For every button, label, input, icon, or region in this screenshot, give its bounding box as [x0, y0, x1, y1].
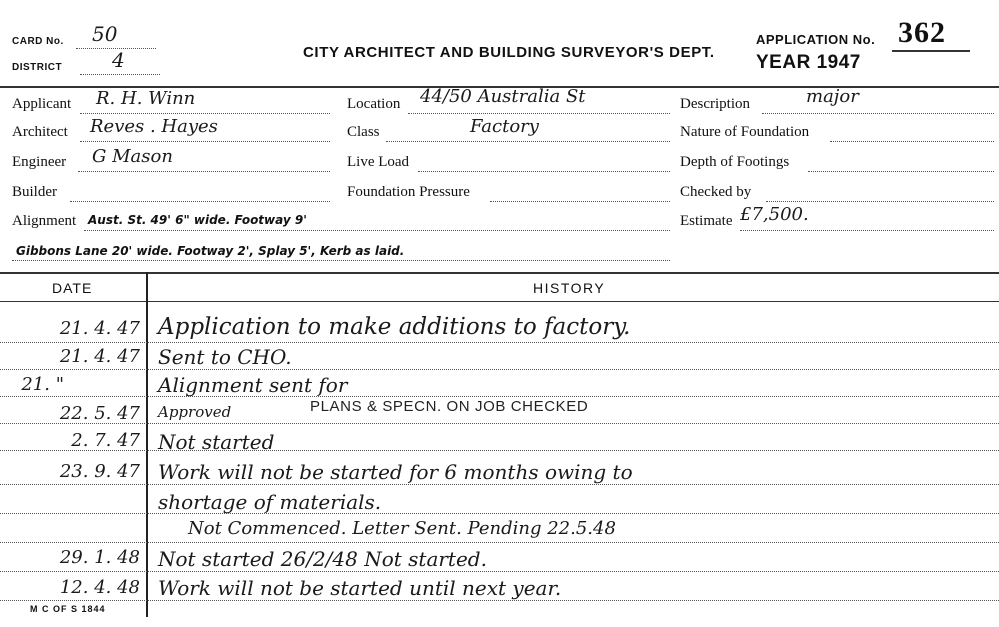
history-entry: Alignment sent for [158, 373, 348, 397]
class-line [386, 141, 670, 142]
application-no-underline [892, 50, 970, 52]
table-top-rule [0, 272, 999, 274]
alignment-line-2: Gibbons Lane 20' wide. Footway 2', Splay 5', Kerb as laid. [16, 244, 405, 258]
architect-label: Architect [12, 124, 68, 140]
nature-of-foundation-label: Nature of Foundation [680, 124, 810, 140]
plans-checked-stamp: PLANS & SPECN. ON JOB CHECKED [310, 398, 589, 415]
row-rule [0, 396, 999, 397]
description-line [762, 113, 994, 114]
checked-by-label: Checked by [680, 184, 752, 200]
description-label: Description [680, 96, 750, 112]
live-load-label: Live Load [347, 154, 410, 170]
builder-label: Builder [12, 184, 57, 200]
depth-of-footings-line [808, 171, 994, 172]
department-title: CITY ARCHITECT AND BUILDING SURVEYOR'S DEPT. [303, 44, 715, 61]
application-no-label: APPLICATION No. [756, 32, 876, 47]
applicant-line [80, 113, 330, 114]
estimate-value: £7,500. [740, 204, 809, 225]
table-date: 12. 4. 48 [59, 577, 140, 598]
table-date: 21. 4. 47 [59, 318, 140, 339]
table-date: 21. " [21, 374, 64, 395]
table-date: 23. 9. 47 [59, 461, 140, 482]
history-column-header: HISTORY [533, 280, 606, 296]
table-date: 22. 5. 47 [59, 403, 140, 424]
class-label: Class [347, 124, 380, 140]
application-no-value: 362 [898, 16, 946, 49]
district-label: DISTRICT [12, 62, 63, 73]
alignment-rule-1 [84, 230, 670, 231]
applicant-value: R. H. Winn [96, 88, 196, 109]
table-date: 2. 7. 47 [71, 430, 140, 451]
foundation-pressure-label: Foundation Pressure [347, 184, 470, 200]
district-line [80, 74, 160, 75]
engineer-line [78, 171, 330, 172]
foundation-pressure-line [490, 201, 670, 202]
architect-line [80, 141, 330, 142]
history-entry: Not started [158, 430, 275, 454]
row-rule [0, 369, 999, 370]
row-rule [0, 600, 999, 601]
district-value: 4 [112, 48, 125, 72]
date-column-header: DATE [52, 280, 93, 296]
row-rule [0, 342, 999, 343]
history-entry: Not Commenced. Letter Sent. Pending 22.5.48 [188, 518, 616, 539]
estimate-label: Estimate [680, 213, 733, 229]
description-value: major [806, 86, 859, 107]
history-entry: shortage of materials. [158, 490, 382, 514]
table-date: 21. 4. 47 [59, 346, 140, 367]
depth-of-footings-label: Depth of Footings [680, 154, 790, 170]
architect-value: Reves . Hayes [90, 116, 218, 137]
row-rule [0, 571, 999, 572]
alignment-rule-2 [12, 260, 670, 261]
alignment-line-1: Aust. St. 49' 6" wide. Footway 9' [88, 213, 307, 227]
card-no-label: CARD No. [12, 36, 64, 47]
row-rule [0, 542, 999, 543]
year-label: YEAR 1947 [756, 52, 861, 73]
checked-by-line [766, 201, 994, 202]
card-no-value: 50 [92, 22, 118, 46]
row-rule [0, 423, 999, 424]
live-load-line [418, 171, 670, 172]
history-entry: Not started 26/2/48 Not started. [158, 547, 487, 571]
engineer-value: G Mason [92, 146, 173, 167]
nature-of-foundation-line [830, 141, 994, 142]
history-entry: Sent to CHO. [158, 345, 292, 369]
alignment-label: Alignment [12, 213, 77, 229]
engineer-label: Engineer [12, 154, 67, 170]
history-entry: Work will not be started until next year. [158, 576, 562, 600]
row-rule [0, 450, 999, 451]
history-entry: Application to make additions to factory. [158, 314, 631, 340]
row-rule [0, 513, 999, 514]
estimate-line [740, 230, 994, 231]
location-label: Location [347, 96, 401, 112]
table-column-divider [146, 272, 148, 617]
table-header-rule [0, 301, 999, 302]
applicant-label: Applicant [12, 96, 72, 112]
history-entry: Work will not be started for 6 months owing to [158, 460, 633, 484]
class-value: Factory [470, 116, 539, 137]
builder-line [70, 201, 330, 202]
form-code: M C OF S 1844 [30, 604, 106, 614]
location-line [408, 113, 670, 114]
history-entry: Approved [158, 403, 232, 421]
table-date: 29. 1. 48 [59, 547, 140, 568]
location-value: 44/50 Australia St [420, 86, 586, 107]
row-rule [0, 484, 999, 485]
